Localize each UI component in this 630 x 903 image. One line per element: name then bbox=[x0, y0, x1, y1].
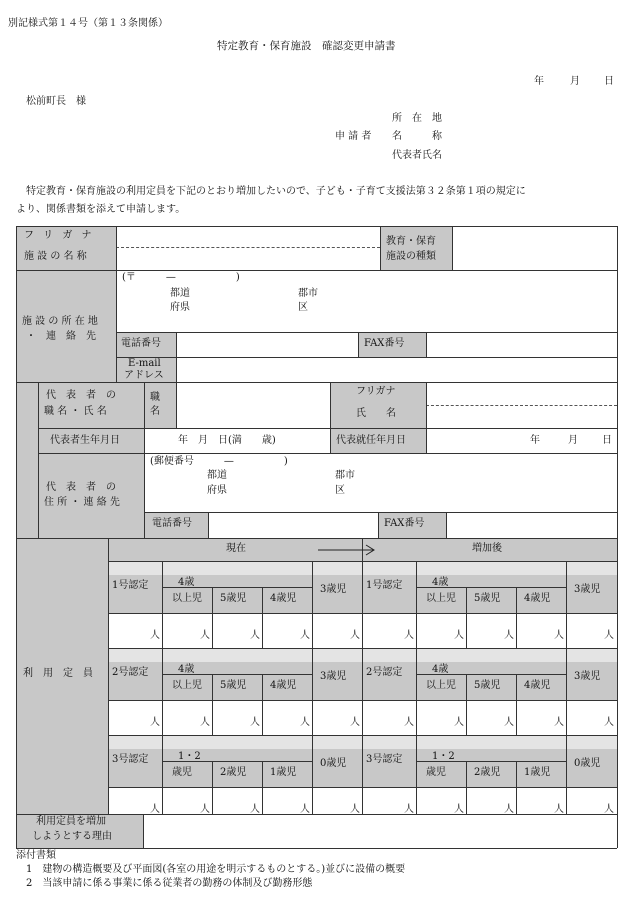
person-unit-1-after-4: 人 bbox=[554, 630, 564, 641]
gunshi-2: 区 bbox=[298, 302, 308, 313]
person-unit-3-current-5: 人 bbox=[350, 804, 360, 815]
applicant-name-label: 名 称 bbox=[392, 131, 442, 142]
email-label-1: E-mail bbox=[128, 358, 161, 369]
age-header-first-top-3-current: 1・2 bbox=[178, 751, 201, 762]
person-unit-3-after-2: 人 bbox=[454, 804, 464, 815]
nintei-label-3-current: 3号認定 bbox=[112, 754, 149, 765]
person-unit-2-after-1: 人 bbox=[404, 717, 414, 728]
age-header-mid1-3-current: 2歳児 bbox=[220, 767, 247, 778]
age-header-first-bottom-2-current: 以上児 bbox=[172, 680, 202, 691]
rep-birth-value: 年 月 日(満 歳) bbox=[178, 435, 276, 446]
person-unit-2-current-3: 人 bbox=[250, 717, 260, 728]
age-header-mid2-1-current: 4歳児 bbox=[270, 593, 297, 604]
postal-code: (〒 — ) bbox=[122, 272, 240, 283]
applicant-group-label: 申 請 者 bbox=[335, 131, 372, 142]
reason-label-2: しようとする理由 bbox=[32, 831, 112, 842]
person-unit-2-current-2: 人 bbox=[200, 717, 210, 728]
location-label-2: ・ 連 絡 先 bbox=[26, 331, 96, 342]
person-unit-2-after-4: 人 bbox=[554, 717, 564, 728]
person-unit-2-after-5: 人 bbox=[604, 717, 614, 728]
age-header-mid2-1-after: 4歳児 bbox=[524, 593, 551, 604]
age-header-mid2-2-after: 4歳児 bbox=[524, 680, 551, 691]
rep-todofuken-1: 都道 bbox=[207, 470, 227, 481]
age-header-last-2-after: 3歳児 bbox=[574, 671, 601, 682]
rep-addr-label-2: 住 所 ・ 連 絡 先 bbox=[44, 497, 120, 508]
nintei-label-1-current: 1号認定 bbox=[112, 580, 149, 591]
addressee: 松前町長 様 bbox=[26, 96, 86, 107]
email-label-2: アドレス bbox=[124, 370, 164, 381]
date-day: 日 bbox=[604, 76, 614, 87]
age-header-mid1-2-after: 5歳児 bbox=[474, 680, 501, 691]
age-header-mid1-1-after: 5歳児 bbox=[474, 593, 501, 604]
facility-type-label-1: 教育・保育 bbox=[386, 236, 436, 247]
age-header-first-bottom-3-after: 歳児 bbox=[426, 767, 446, 778]
reason-label-1: 利用定員を増加 bbox=[36, 816, 106, 827]
date-month: 月 bbox=[570, 76, 580, 87]
person-unit-2-after-2: 人 bbox=[454, 717, 464, 728]
person-unit-1-current-3: 人 bbox=[250, 630, 260, 641]
rep-birth-label: 代表者生年月日 bbox=[50, 435, 120, 446]
rep-furigana-label: フリガナ bbox=[356, 386, 396, 397]
person-unit-2-after-3: 人 bbox=[504, 717, 514, 728]
arrow-right-icon bbox=[318, 544, 376, 556]
furigana-label: フ リ ガ ナ bbox=[24, 230, 95, 241]
nintei-label-1-after: 1号認定 bbox=[366, 580, 403, 591]
age-header-first-top-2-after: 4歳 bbox=[432, 664, 449, 675]
rep-start-month: 月 bbox=[568, 435, 578, 446]
age-header-first-bottom-1-after: 以上児 bbox=[426, 593, 456, 604]
person-unit-3-current-3: 人 bbox=[250, 804, 260, 815]
capacity-label: 利 用 定 員 bbox=[23, 668, 93, 679]
person-unit-3-after-3: 人 bbox=[504, 804, 514, 815]
age-header-mid1-2-current: 5歳児 bbox=[220, 680, 247, 691]
rep-gunshi-1: 郡市 bbox=[335, 470, 355, 481]
person-unit-2-current-1: 人 bbox=[150, 717, 160, 728]
person-unit-2-current-5: 人 bbox=[350, 717, 360, 728]
intro-line-2: より、関係書類を添えて申請します。 bbox=[16, 204, 186, 215]
age-header-last-3-after: 0歳児 bbox=[574, 758, 601, 769]
rep-title-label-2: 職 名 ・ 氏 名 bbox=[44, 406, 107, 417]
nintei-label-3-after: 3号認定 bbox=[366, 754, 403, 765]
nintei-label-2-current: 2号認定 bbox=[112, 667, 149, 678]
intro-line-1: 特定教育・保育施設の利用定員を下記のとおり増加したいので、子ども・子育て支援法第３２条第１項の規定に bbox=[26, 186, 526, 197]
age-header-first-bottom-2-after: 以上児 bbox=[426, 680, 456, 691]
applicant-rep-label: 代表者氏名 bbox=[392, 150, 442, 161]
attachment-item-2: 2 当該申請に係る事業に係る従業者の勤務の体制及び勤務形態 bbox=[26, 878, 313, 889]
gunshi-1: 郡市 bbox=[298, 288, 318, 299]
todofuken-2: 府県 bbox=[170, 302, 190, 313]
todofuken-1: 都道 bbox=[170, 288, 190, 299]
person-unit-3-after-1: 人 bbox=[404, 804, 414, 815]
person-unit-1-after-2: 人 bbox=[454, 630, 464, 641]
rep-start-label: 代表就任年月日 bbox=[336, 435, 406, 446]
rep-name-label: 氏 名 bbox=[356, 408, 396, 419]
date-year: 年 bbox=[534, 76, 544, 87]
rep-postal-code: (郵便番号 — ) bbox=[150, 456, 288, 467]
age-header-mid2-2-current: 4歳児 bbox=[270, 680, 297, 691]
person-unit-3-current-4: 人 bbox=[300, 804, 310, 815]
form-number: 別記様式第１４号（第１３条関係） bbox=[8, 18, 168, 29]
age-header-last-3-current: 0歳児 bbox=[320, 758, 347, 769]
age-header-mid2-3-after: 1歳児 bbox=[524, 767, 551, 778]
rep-addr-label-1: 代 表 者 の bbox=[46, 482, 116, 493]
applicant-address-label: 所 在 地 bbox=[392, 113, 442, 124]
person-unit-1-after-5: 人 bbox=[604, 630, 614, 641]
person-unit-3-after-4: 人 bbox=[554, 804, 564, 815]
rep-tel-label: 電話番号 bbox=[152, 518, 192, 529]
page-title: 特定教育・保育施設 確認変更申請書 bbox=[217, 40, 396, 52]
age-header-last-1-after: 3歳児 bbox=[574, 584, 601, 595]
age-header-first-top-3-after: 1・2 bbox=[432, 751, 455, 762]
facility-name-label: 施 設 の 名 称 bbox=[24, 251, 87, 262]
person-unit-2-current-4: 人 bbox=[300, 717, 310, 728]
age-header-last-2-current: 3歳児 bbox=[320, 671, 347, 682]
person-unit-1-current-2: 人 bbox=[200, 630, 210, 641]
rep-todofuken-2: 府県 bbox=[207, 485, 227, 496]
person-unit-3-current-2: 人 bbox=[200, 804, 210, 815]
rep-fax-label: FAX番号 bbox=[384, 518, 425, 529]
rep-gunshi-2: 区 bbox=[335, 485, 345, 496]
location-label-1: 施 設 の 所 在 地 bbox=[22, 316, 98, 327]
rep-start-day: 日 bbox=[602, 435, 612, 446]
attachments-title: 添付書類 bbox=[16, 850, 56, 861]
tel-label: 電話番号 bbox=[121, 338, 161, 349]
age-header-mid2-3-current: 1歳児 bbox=[270, 767, 297, 778]
shoku-label-2: 名 bbox=[150, 406, 160, 417]
age-header-first-top-1-current: 4歳 bbox=[178, 577, 195, 588]
fax-label: FAX番号 bbox=[364, 338, 405, 349]
after-header: 増加後 bbox=[472, 543, 502, 554]
age-header-last-1-current: 3歳児 bbox=[320, 584, 347, 595]
person-unit-3-after-5: 人 bbox=[604, 804, 614, 815]
person-unit-1-current-5: 人 bbox=[350, 630, 360, 641]
age-header-mid1-1-current: 5歳児 bbox=[220, 593, 247, 604]
current-header: 現在 bbox=[226, 543, 246, 554]
attachment-item-1: 1 建物の構造概要及び平面図(各室の用途を明示するものとする。)並びに設備の概要 bbox=[26, 864, 406, 875]
age-header-first-top-1-after: 4歳 bbox=[432, 577, 449, 588]
person-unit-1-after-1: 人 bbox=[404, 630, 414, 641]
age-header-first-bottom-1-current: 以上児 bbox=[172, 593, 202, 604]
person-unit-1-after-3: 人 bbox=[504, 630, 514, 641]
nintei-label-2-after: 2号認定 bbox=[366, 667, 403, 678]
age-header-mid1-3-after: 2歳児 bbox=[474, 767, 501, 778]
person-unit-3-current-1: 人 bbox=[150, 804, 160, 815]
rep-title-label-1: 代 表 者 の bbox=[46, 390, 116, 401]
rep-start-year: 年 bbox=[530, 435, 540, 446]
shoku-label-1: 職 bbox=[150, 392, 160, 403]
person-unit-1-current-4: 人 bbox=[300, 630, 310, 641]
age-header-first-top-2-current: 4歳 bbox=[178, 664, 195, 675]
person-unit-1-current-1: 人 bbox=[150, 630, 160, 641]
facility-type-label-2: 施設の種類 bbox=[386, 251, 436, 262]
age-header-first-bottom-3-current: 歳児 bbox=[172, 767, 192, 778]
